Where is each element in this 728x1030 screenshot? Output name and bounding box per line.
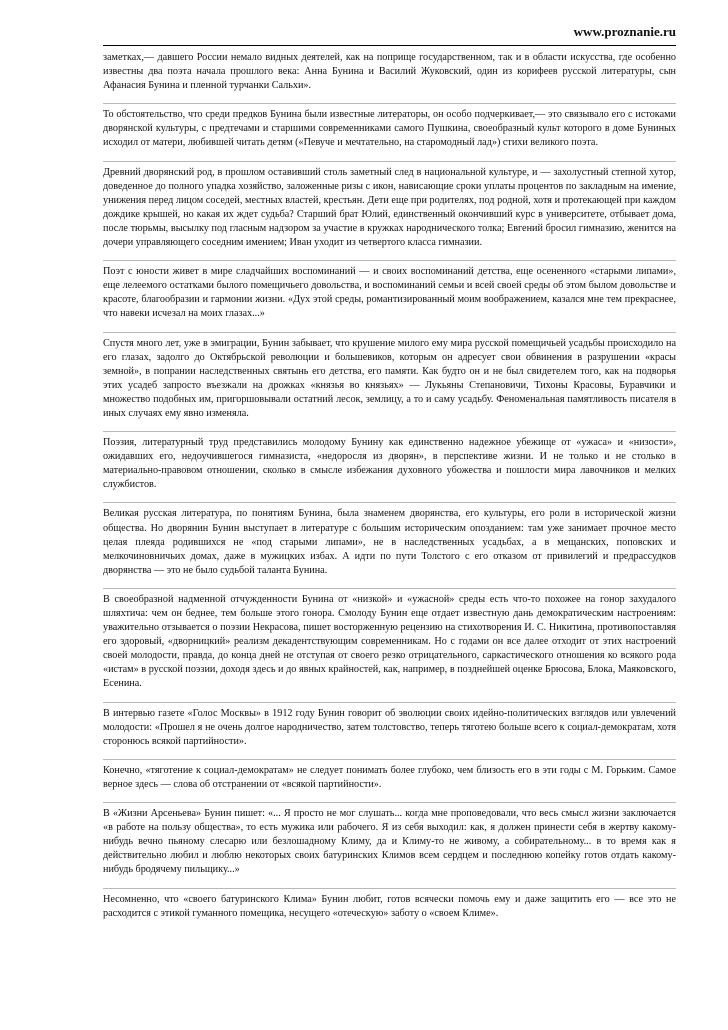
- paragraph-6: Поэзия, литературный труд представились молодому Бунину как единственно надежное убежище от «ужаса» и «низости», ожидавших его, недоучившегося гимназиста, «недоросля из дворян», в перспективе жизни. И не только и не столько в материально-правовом отношении, сколько в смысле избежания духовного убожества и пошлости мира лавочников и мелких службистов.: [103, 437, 676, 491]
- paragraph-divider: [103, 702, 676, 703]
- paragraph-divider: [103, 502, 676, 503]
- document-page: [103, 24, 676, 931]
- paragraph-1: заметках,— давшего России немало видных деятелей, как на поприще государственном, так и в области искусства, где особенно известны два поэта начала прошлого века: Анна Бунина и Василий Жуковский, один из корифеев русской литературы, сын Афанасия Бунина и пленной турчанки Сальхи».: [103, 52, 676, 92]
- paragraph-divider: [103, 260, 676, 261]
- paragraph-divider: [103, 332, 676, 333]
- header-rule: [103, 45, 676, 46]
- site-url-header: www.proznanie.ru: [573, 24, 676, 39]
- paragraph-11: В «Жизни Арсеньева» Бунин пишет: «... Я просто не мог слушать... когда мне проповедовали, что весь смысл жизни заключается «в работе на пользу общества», то есть мужика или рабочего. Я из себя выходил: как, я должен принести себя в жертву какому-нибудь вечно пьяному слесарю или безлошадному Климу, да и Климу-то не живому, а собирательному... в то время как я действительно любил и люблю некоторых своих батуринских Климов всем сердцем и последнюю копейку готов отдать какому-нибудь бродячему пильщику...»: [103, 808, 676, 876]
- paragraph-2: То обстоятельство, что среди предков Бунина были известные литераторы, он особо подчеркивает,— это связывало его с истоками дворянской культуры, с предтечами и старшими современниками самого Пушкина, своеобразный культ которого в доме Буниных исходил от матери, любившей читать детям («Певуче и мечтательно, на старомодный лад») стихи великого поэта.: [103, 109, 676, 149]
- paragraph-divider: [103, 161, 676, 162]
- paragraph-9: В интервью газете «Голос Москвы» в 1912 году Бунин говорит об эволюции своих идейно-политических взглядов или увлечений молодости: «Прошел я не очень долгое народничество, затем толстовство, теперь тяготею больше всего к социал-демократам, хотя сторонюсь всякой партийности».: [103, 707, 676, 747]
- paragraph-4: Поэт с юности живет в мире сладчайших воспоминаний — и своих воспоминаний детства, еще осененного «старыми липами», еще лелеемого остатками былого помещичьего довольства, и воспоминаний семьи и всей своей среды об этом былом довольстве и красоте, благообразии и гармонии жизни. «Дух этой среды, романтизированный моим воображением, казался мне тем прекраснее, что навеки исчезал на моих глазах...»: [103, 266, 676, 320]
- paragraph-divider: [103, 431, 676, 432]
- paragraph-5: Спустя много лет, уже в эмиграции, Бунин забывает, что крушение милого ему мира русской помещичьей усадьбы происходило на его глазах, задолго до Октябрьской революции и большевиков, которым он адресует свои обвинения в разрушении «красы земной», в попрании наследственных святынь его детства, его памяти. Как будто он и не был свидетелем того, как на подворья этих усадеб запросто въезжали на дрожках «князья во князьях» — Лукьяны Степановичи, Тихоны Красовы, Буравчики и множество подобных им, пригоршовывали остатний лесок, землицу, а то и саму усадьбу. Феноменальная памятливость писателя в иных случаях ему явно изменяла.: [103, 337, 676, 419]
- paragraph-divider: [103, 888, 676, 889]
- paragraph-8: В своеобразной надменной отчужденности Бунина от «низкой» и «ужасной» среды есть что-то похожее на гонор захудалого шляхтича: чем он беднее, тем больше этого гонора. Смолоду Бунин еще отдает известную дань демократическим настроениям: уважительно отзывается о поэзии Некрасова, пишет восторженную рецензию на стихотворения И. С. Никитина, противопоставляя его здоровый, «дворницкий» реализм декадентствующим современникам. Но с годами он все далее отходит от этих настроений своей молодости, правда, до конца дней не отступая от своего резко отрицательного, саркастического отношения ко всякого рода «истам» в русской поэзии, доходя здесь и до явных крайностей, как, например, в позднейшей оценке Брюсова, Блока, Маяковского, Есенина.: [103, 593, 676, 690]
- paragraph-divider: [103, 588, 676, 589]
- paragraph-3: Древний дворянский род, в прошлом оставивший столь заметный след в национальной культуре, и — захолустный степной хутор, доведенное до полного упадка хозяйство, заложенные ризы с икон, нависающие сроки уплаты процентов по закладным на имение, унижения перед лицом соседей, местных властей, крестьян. Дети еще при родителях, под родной, хотя и протекающей при каждом дождике крышей, но какая их ждет судьба? Старший брат Юлий, единственный окончивший курс в университете, отбывает дома, после тюрьмы, высылку под гласным надзором за участие в кружках народнического толка; Евгений бросил гимназию, женится на дочери управляющего соседним имением; Иван уходит из четвертого класса гимназии.: [103, 166, 676, 249]
- paragraph-12: Несомненно, что «своего батуринского Клима» Бунин любит, готов всячески помочь ему и даже защитить его — все это не расходится с этикой гуманного помещика, несущего «отеческую» заботу о «своем Климе».: [103, 893, 676, 919]
- paragraph-7: Великая русская литература, по понятиям Бунина, была знаменем дворянства, его культуры, его роли в исторической жизни общества. Но дворянин Бунин выступает в литературе с большим историческим опозданием: там уже занимает прочное место целая плеяда родившихся не «под старыми липами», не в наследственных усадьбах, а в мещанских, поповских и мелкочиновничьих домах, даже в мужицких избах. А идти по пути Толстого с его отказом от привилегий и предрассудков дворянства — это не было судьбой таланта Бунина.: [103, 508, 676, 576]
- paragraph-divider: [103, 802, 676, 803]
- paragraph-divider: [103, 759, 676, 760]
- paragraph-divider: [103, 103, 676, 104]
- paragraph-10: Конечно, «тяготение к социал-демократам» не следует понимать более глубоко, чем близость его в эти годы с М. Горьким. Самое верное здесь — слова об отстранении от «всякой партийности».: [103, 764, 676, 790]
